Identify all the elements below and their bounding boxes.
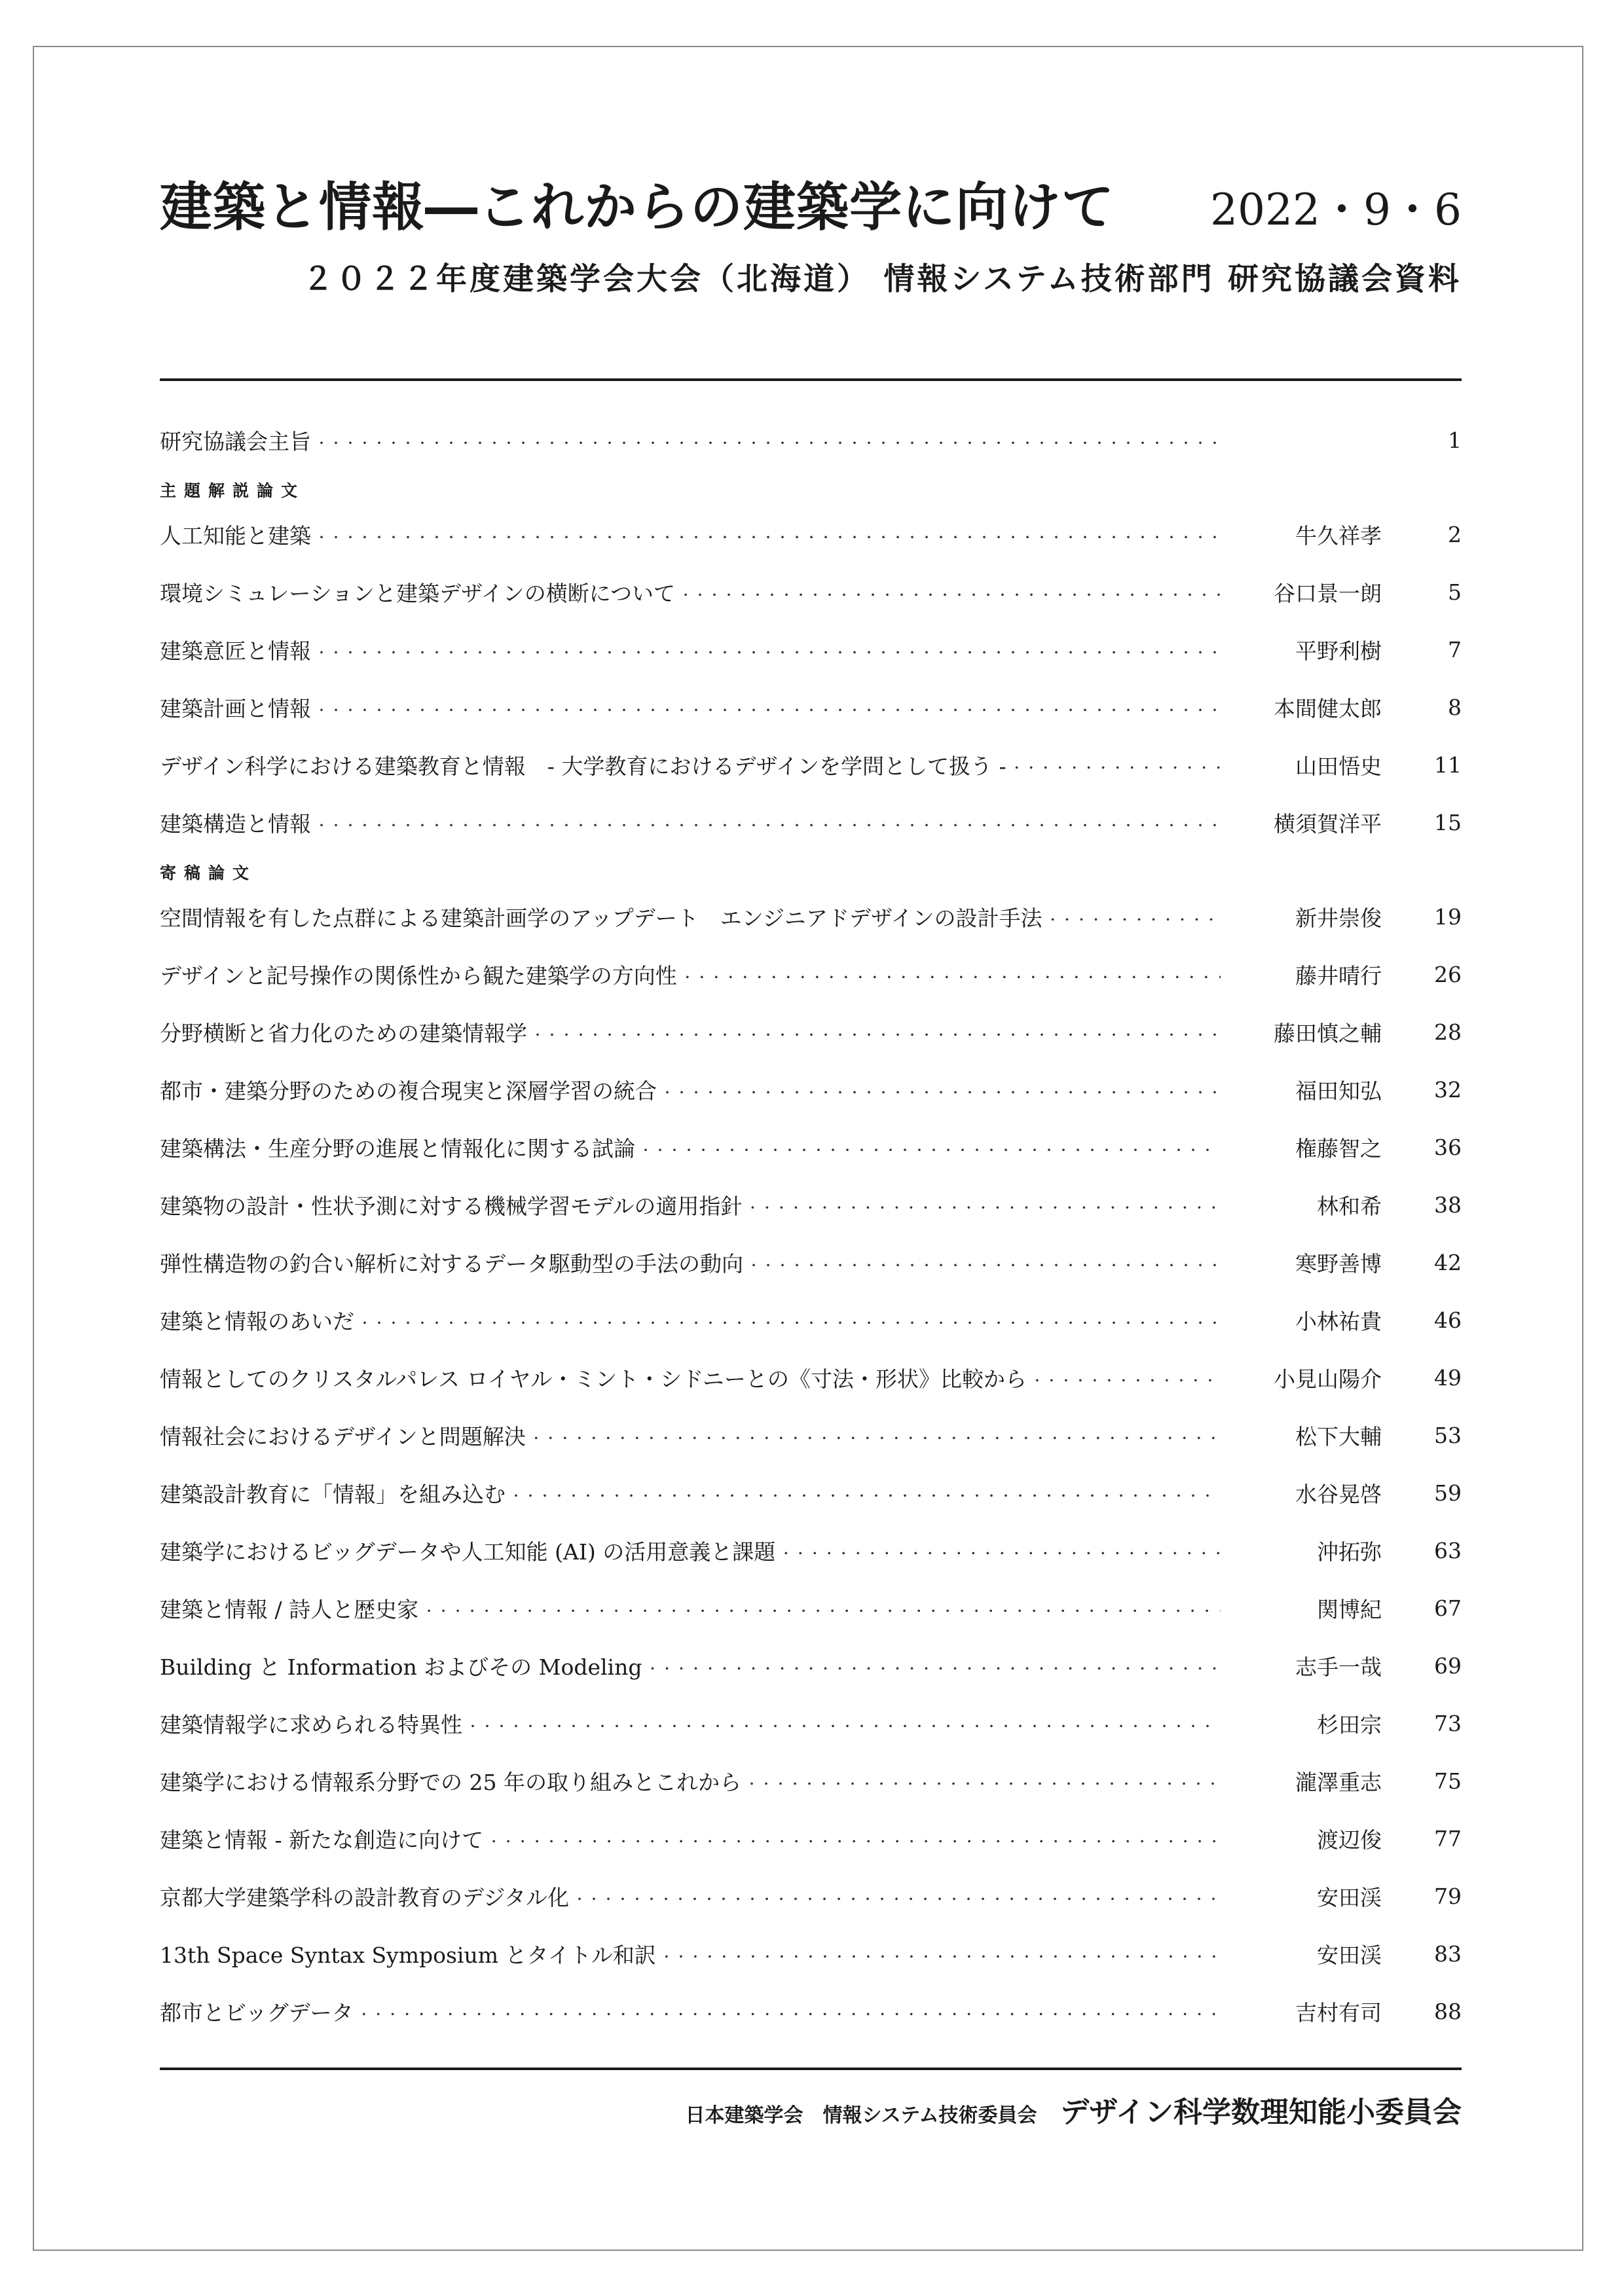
toc-entry-title: 建築学における情報系分野での 25 年の取り組みとこれから <box>160 1769 741 1795</box>
toc-entry-author: 松下大輔 <box>1295 1423 1382 1449</box>
leader-dots <box>1010 752 1221 778</box>
section-theme-papers <box>160 505 1462 851</box>
toc-entry-title: 研究協議会主旨 <box>160 428 311 454</box>
toc-entry[interactable] <box>160 1752 1462 1810</box>
toc-entry-author: 権藤智之 <box>1295 1135 1382 1161</box>
toc-entry-author: 瀧澤重志 <box>1295 1769 1382 1795</box>
toc-entry[interactable] <box>160 1464 1462 1522</box>
toc-entry[interactable] <box>160 888 1462 945</box>
toc-entry-author: 本間健太郎 <box>1274 695 1382 721</box>
toc-entry-title: 情報としてのクリスタルパレス ロイヤル・ミント・シドニーとの《寸法・形状》比較から <box>160 1366 1027 1392</box>
table-of-contents <box>160 411 1462 2040</box>
toc-entry-title: 弾性構造物の釣合い解析に対するデータ駆動型の手法の動向 <box>160 1250 743 1277</box>
toc-entry[interactable] <box>160 736 1462 793</box>
leader-dots <box>530 1423 1221 1448</box>
toc-entry-author: 関博紀 <box>1317 1596 1382 1622</box>
toc-entry-title: 建築と情報 / 詩人と歴史家 <box>160 1596 419 1622</box>
toc-entry-author: 横須賀洋平 <box>1274 811 1382 837</box>
toc-entry-author: 志手一哉 <box>1295 1654 1382 1680</box>
leader-dots <box>531 1019 1221 1045</box>
leader-dots <box>315 522 1221 547</box>
toc-entry-page: 67 <box>1434 1595 1462 1621</box>
leader-dots <box>573 1884 1221 1909</box>
toc-entry[interactable] <box>160 1233 1462 1291</box>
toc-entry-title: 都市とビッグデータ <box>160 1999 354 2026</box>
toc-entry-intro[interactable] <box>160 411 1462 469</box>
toc-entry-author: 杉田宗 <box>1317 1711 1382 1738</box>
toc-entry-page: 5 <box>1448 579 1462 605</box>
leader-dots <box>681 962 1221 987</box>
toc-entry[interactable] <box>160 1694 1462 1752</box>
toc-entry-page: 26 <box>1434 961 1462 987</box>
toc-entry-title: 分野横断と省力化のための建築情報学 <box>160 1020 527 1046</box>
toc-entry-page: 28 <box>1434 1019 1462 1045</box>
toc-entry[interactable] <box>160 1637 1462 1694</box>
toc-entry-author: 平野利樹 <box>1295 638 1382 664</box>
toc-entry[interactable] <box>160 1061 1462 1118</box>
toc-entry-title: 都市・建築分野のための複合現実と深層学習の統合 <box>160 1078 657 1104</box>
toc-entry-page: 32 <box>1434 1076 1462 1102</box>
toc-entry[interactable] <box>160 945 1462 1003</box>
toc-entry-page: 2 <box>1448 521 1462 547</box>
toc-entry[interactable] <box>160 1003 1462 1061</box>
toc-entry[interactable] <box>160 1291 1462 1349</box>
section-contributed-papers <box>160 888 1462 2040</box>
toc-entry-title: 建築意匠と情報 <box>160 638 311 664</box>
toc-entry-title: 建築設計教育に「情報」を組み込む <box>160 1481 506 1507</box>
toc-entry-page: 1 <box>1448 427 1462 453</box>
footer <box>160 2088 1462 2130</box>
leader-dots <box>466 1711 1221 1736</box>
toc-entry-title: 建築計画と情報 <box>160 695 311 721</box>
toc-entry-author: 藤井晴行 <box>1295 962 1382 989</box>
toc-entry-title: 建築構造と情報 <box>160 811 311 837</box>
toc-entry-title: 環境シミュレーションと建築デザインの横断について <box>160 580 676 606</box>
toc-entry-author: 安田渓 <box>1317 1942 1382 1968</box>
leader-dots <box>661 1077 1221 1102</box>
leader-dots <box>315 695 1221 720</box>
toc-entry[interactable] <box>160 1118 1462 1176</box>
toc-entry[interactable] <box>160 1176 1462 1233</box>
toc-entry-author: 渡辺俊 <box>1317 1827 1382 1853</box>
leader-dots <box>679 579 1221 605</box>
footer-organization: 日本建築学会 情報システム技術委員会 <box>685 2104 1037 2127</box>
toc-entry-author: 寒野善博 <box>1295 1250 1382 1277</box>
leader-dots <box>660 1941 1221 1967</box>
leader-dots <box>358 1307 1221 1333</box>
toc-entry-page: 77 <box>1434 1825 1462 1851</box>
toc-entry-title: 13th Space Syntax Symposium とタイトル和訳 <box>160 1942 656 1968</box>
leader-dots <box>315 637 1221 663</box>
top-divider <box>160 378 1462 381</box>
toc-entry[interactable] <box>160 1810 1462 1867</box>
toc-entry-page: 42 <box>1434 1249 1462 1275</box>
toc-entry-title: デザイン科学における建築教育と情報 - 大学教育におけるデザインを学問として扱う - <box>160 753 1006 779</box>
leader-dots <box>487 1826 1221 1851</box>
toc-entry[interactable] <box>160 1579 1462 1637</box>
toc-entry-page: 46 <box>1434 1307 1462 1333</box>
toc-entry-page: 38 <box>1434 1192 1462 1218</box>
toc-entry-author: 山田悟史 <box>1295 753 1382 779</box>
leader-dots <box>358 1999 1221 2024</box>
toc-entry-page: 15 <box>1434 809 1462 835</box>
toc-entry-page: 63 <box>1434 1537 1462 1563</box>
toc-entry-page: 8 <box>1448 694 1462 720</box>
leader-dots <box>747 1250 1221 1275</box>
header <box>160 172 1462 250</box>
leader-dots <box>315 428 1221 453</box>
toc-entry-page: 83 <box>1434 1941 1462 1967</box>
toc-entry-page: 73 <box>1434 1710 1462 1736</box>
toc-entry-title: デザインと記号操作の関係性から観た建築学の方向性 <box>160 962 677 989</box>
toc-entry[interactable] <box>160 1349 1462 1406</box>
toc-entry-author: 沖拓弥 <box>1317 1539 1382 1565</box>
bottom-divider <box>160 2068 1462 2070</box>
toc-entry-author: 水谷晃啓 <box>1295 1481 1382 1507</box>
toc-entry[interactable] <box>160 678 1462 736</box>
toc-entry[interactable] <box>160 563 1462 621</box>
toc-entry-author: 小見山陽介 <box>1274 1366 1382 1392</box>
toc-entry[interactable] <box>160 1406 1462 1464</box>
toc-entry[interactable] <box>160 1982 1462 2040</box>
toc-entry[interactable] <box>160 621 1462 678</box>
toc-entry-author: 新井崇俊 <box>1295 905 1382 931</box>
toc-entry-title: 建築と情報 - 新たな創造に向けて <box>160 1827 484 1853</box>
toc-entry[interactable] <box>160 1522 1462 1579</box>
footer-committee: デザイン科学数理知能小委員会 <box>1060 2096 1462 2129</box>
toc-entry-page: 53 <box>1434 1422 1462 1448</box>
toc-entry-title: 建築構法・生産分野の進展と情報化に関する試論 <box>160 1135 635 1161</box>
toc-entry[interactable] <box>160 1867 1462 1925</box>
leader-dots <box>509 1480 1221 1506</box>
toc-entry-title: 京都大学建築学科の設計教育のデジタル化 <box>160 1884 570 1910</box>
toc-entry-page: 88 <box>1434 1998 1462 2024</box>
toc-entry[interactable] <box>160 793 1462 851</box>
leader-dots <box>779 1538 1221 1563</box>
toc-entry-page: 11 <box>1434 752 1462 778</box>
leader-dots <box>422 1595 1221 1621</box>
toc-entry-page: 69 <box>1434 1652 1462 1679</box>
toc-entry-page: 7 <box>1448 636 1462 663</box>
section-heading-contributed-papers: 寄稿論文 <box>160 864 257 883</box>
toc-entry[interactable] <box>160 505 1462 563</box>
leader-dots <box>745 1768 1221 1794</box>
section-heading-theme-papers: 主題解説論文 <box>160 481 306 500</box>
toc-entry-author: 安田渓 <box>1317 1884 1382 1910</box>
document-date: 2022・9・6 <box>1210 185 1462 235</box>
leader-dots <box>646 1653 1221 1679</box>
document-title: 建築と情報―これからの建築学に向けて <box>160 177 1115 238</box>
toc-entry-page: 49 <box>1434 1364 1462 1391</box>
leader-dots <box>315 810 1221 835</box>
toc-entry[interactable] <box>160 1925 1462 1982</box>
leader-dots <box>746 1192 1221 1218</box>
toc-entry-author: 林和希 <box>1317 1193 1382 1219</box>
toc-entry-author: 吉村有司 <box>1295 1999 1382 2026</box>
toc-entry-title: 建築情報学に求められる特異性 <box>160 1711 462 1738</box>
toc-entry-title: Building と Information およびその Modeling <box>160 1654 642 1680</box>
toc-entry-author: 牛久祥孝 <box>1295 522 1382 549</box>
toc-entry-author: 谷口景一朗 <box>1274 580 1382 606</box>
document-subtitle: ２０２２年度建築学会大会（北海道） 情報システム技術部門 研究協議会資料 <box>302 261 1462 297</box>
toc-entry-page: 59 <box>1434 1480 1462 1506</box>
toc-entry-author: 藤田慎之輔 <box>1274 1020 1382 1046</box>
toc-entry-page: 79 <box>1434 1883 1462 1909</box>
toc-entry-page: 36 <box>1434 1134 1462 1160</box>
toc-entry-title: 人工知能と建築 <box>160 522 311 549</box>
toc-entry-title: 建築学におけるビッグデータや人工知能 (AI) の活用意義と課題 <box>160 1539 776 1565</box>
toc-entry-page: 19 <box>1434 903 1462 930</box>
toc-entry-title: 建築と情報のあいだ <box>160 1308 354 1334</box>
toc-entry-title: 建築物の設計・性状予測に対する機械学習モデルの適用指針 <box>160 1193 743 1219</box>
leader-dots <box>1046 904 1221 930</box>
leader-dots <box>1031 1365 1221 1391</box>
toc-entry-page: 75 <box>1434 1768 1462 1794</box>
toc-entry-author: 福田知弘 <box>1295 1078 1382 1104</box>
toc-entry-author: 小林祐貴 <box>1295 1308 1382 1334</box>
leader-dots <box>639 1135 1221 1160</box>
toc-entry-title: 空間情報を有した点群による建築計画学のアップデート エンジニアドデザインの設計手法 <box>160 905 1043 931</box>
toc-entry-title: 情報社会におけるデザインと問題解決 <box>160 1423 526 1449</box>
